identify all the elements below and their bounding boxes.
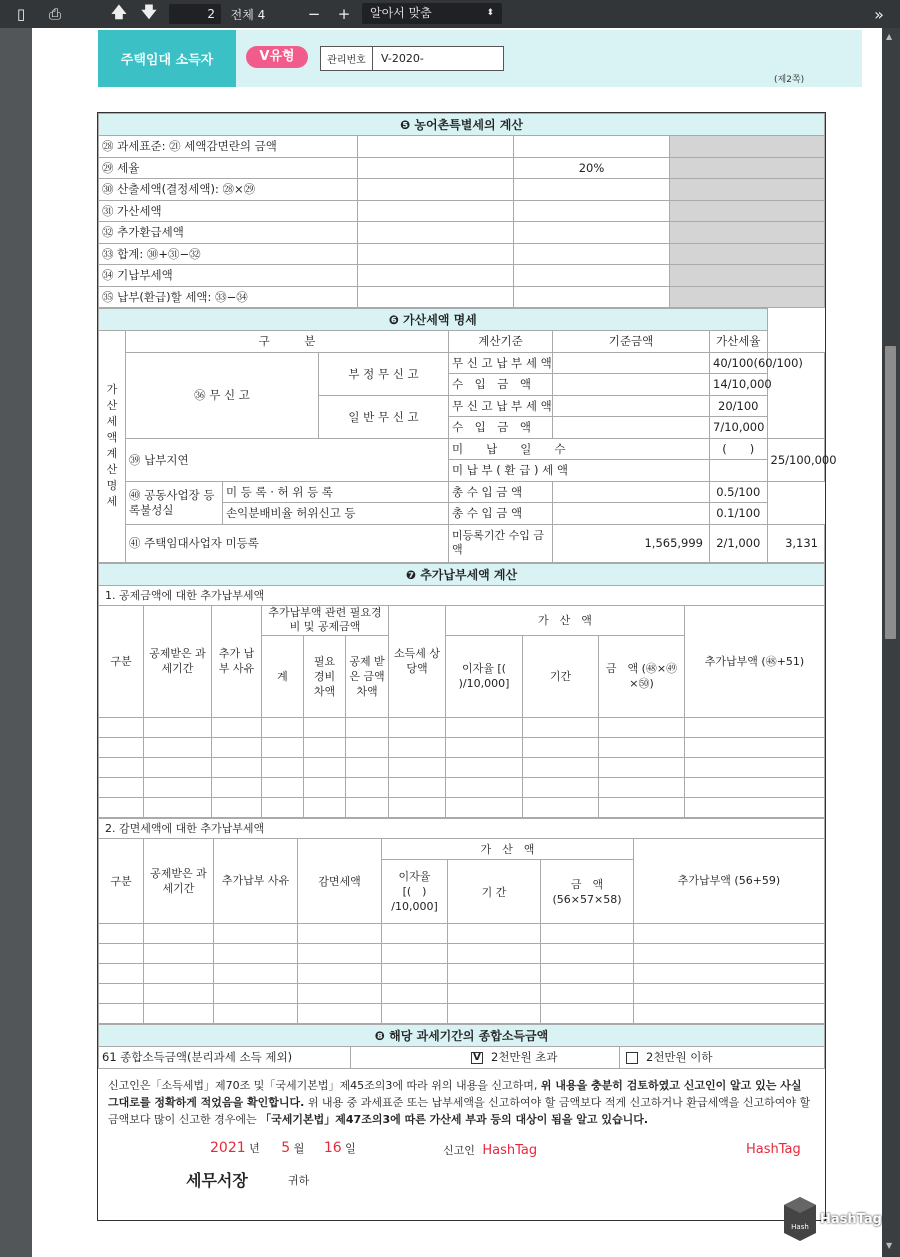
next-page-icon[interactable]: 🡇 (141, 2, 157, 21)
section-5-row (99, 286, 825, 308)
tax-office: 세무서장 (186, 1170, 248, 1190)
table-row (99, 924, 825, 944)
section-5-row-label: ㉘ 과세표준: ㉑ 세액감면란의 금액 (99, 136, 358, 158)
fraud-label: 부 정 무 신 고 (319, 352, 449, 395)
section-5-row-label: ㉞ 기납부세액 (99, 265, 358, 287)
table-row (99, 944, 825, 964)
form-type-pill: V유형 (246, 46, 308, 68)
section-5-row-rate (514, 179, 670, 201)
joint-reason-1: 미 등 록 · 허 위 등 록 (223, 481, 449, 503)
joint-basis-1: 총 수 입 금 액 (449, 481, 553, 503)
day-unit: 일 (345, 1141, 356, 1155)
t2-col-56: 감면세액 (298, 838, 382, 924)
scroll-up-icon[interactable]: ▲ (886, 32, 893, 41)
basis-income-2: 수 입 금 액 (449, 417, 553, 439)
watermark: HashTag (820, 1212, 882, 1227)
select-arrow-icon: ⬍ (486, 8, 494, 18)
section-5-row-label: ㉛ 가산세액 (99, 200, 358, 222)
under-20m-label: 2천만원 이하 (646, 1050, 713, 1065)
section-5-row (99, 222, 825, 244)
section-6-table (98, 308, 837, 563)
rate-3: 20/100 (710, 395, 768, 417)
table-row (99, 717, 825, 737)
t1-col-46: 필요 경비 차액 (304, 635, 346, 717)
late-payment-label: ㊴ 납부지연 (126, 438, 449, 481)
rate-4: 7/10,000 (710, 417, 768, 439)
section-5-row-rate (514, 222, 670, 244)
t2-col-59: 금 액 (56×57×58) (541, 860, 634, 924)
joint-label: ㊵ 공동사업장 등록불성실 (126, 481, 223, 524)
basis-income-1: 수 입 금 액 (449, 374, 553, 396)
section-5-row (99, 200, 825, 222)
more-tools-button[interactable]: » (874, 4, 884, 24)
basis-unpaid-2: 무 신 고 납 부 세 액 (449, 395, 553, 417)
col-basis: 계산기준 (449, 331, 553, 353)
section-8-table (98, 1024, 825, 1069)
rate-2: 14/10,000 (710, 374, 768, 396)
unregistered-base: 1,565,999 (553, 524, 710, 562)
section-5-row-label: ㉝ 합계: ㉚+㉛−㉜ (99, 243, 358, 265)
section-7-table-1 (98, 563, 825, 818)
print-icon[interactable]: ⎙ (48, 5, 61, 23)
t2-col-54: 공제받은 과세기간 (144, 838, 214, 924)
late-rate: 25/100,000 (767, 438, 825, 481)
zoom-out-button[interactable]: − (307, 5, 321, 23)
day-value: 16 (323, 1139, 342, 1156)
section-5-row-label: ㉙ 세율 (99, 157, 358, 179)
section-5-row-rate (514, 243, 670, 265)
unregistered-basis: 미등록기간 수입 금 액 (449, 524, 553, 562)
scrollbar[interactable] (882, 28, 900, 1257)
form-category: 주택임대 소득자 (98, 30, 236, 87)
svg-text:Hash: Hash (791, 1223, 809, 1231)
section-5-row-label: ㉚ 산출세액(결정세액): ㉘×㉙ (99, 179, 358, 201)
t2-col-60: 추가납부액 (56+59) (634, 838, 825, 924)
page-total: 전체 4 (230, 7, 266, 22)
month-value: 5 (281, 1139, 291, 1156)
t2-col-53: 구분 (99, 838, 144, 924)
basis-unpaid-1: 무 신 고 납 부 세 액 (449, 352, 553, 374)
section-5-title: ❺ 농어촌특별세의 계산 (99, 114, 825, 136)
late-days: 미 납 일 수 (449, 438, 710, 460)
unregistered-label: ㊶ 주택임대사업자 미등록 (126, 524, 449, 562)
section-7-sub-2: 2. 감면세액에 대한 추가납부세액 (99, 818, 825, 838)
table-row (99, 777, 825, 797)
section-5-row (99, 179, 825, 201)
income-label: 61 종합소득금액(분리과세 소득 제외) (99, 1047, 351, 1069)
late-paren: ( ) (710, 438, 768, 460)
t1-col-50: 기간 (523, 635, 599, 717)
section-7-table-2 (98, 818, 825, 1025)
honorific: 귀하 (288, 1173, 310, 1187)
year-unit: 년 (249, 1141, 260, 1155)
declaration (98, 1069, 825, 1136)
col-rate: 가산세율 (710, 331, 768, 353)
declaration-p1-bold: 위 내용을 충분히 검토하였고 신고인이 알고 있는 사실 그대로를 정확하게 적었음을 확인합니다. (108, 1078, 802, 1109)
signer-name: HashTag (482, 1142, 538, 1158)
section-8-title: ❽ 해당 과세기간의 종합소득금액 (99, 1025, 825, 1047)
section-5-row (99, 243, 825, 265)
prev-page-icon[interactable]: 🡅 (111, 2, 127, 21)
signature-area (98, 1136, 825, 1196)
pdf-toolbar (0, 0, 900, 28)
management-value: V-2020- (381, 52, 424, 65)
declaration-p2-bold: 「국세기본법」제47조의3에 따른 가산세 부과 등의 대상이 됨을 알고 있습니다. (260, 1112, 649, 1126)
t1-col-43: 공제받은 과세기간 (144, 605, 212, 717)
unregistered-rate: 2/1,000 (710, 524, 768, 562)
declaration-p1: 신고인은「소득세법」제70조 및「국세기본법」제45조의3에 따라 위의 내용을 신고하며, (108, 1078, 538, 1092)
section-5-row-label: ㉟ 납부(환급)할 세액: ㉝−㉞ (99, 286, 358, 308)
section-5-row (99, 265, 825, 287)
table-row (99, 797, 825, 817)
zoom-in-button[interactable]: + (337, 5, 351, 23)
table-row (99, 964, 825, 984)
section-7-title: ❼ 추가납부세액 계산 (99, 563, 825, 585)
declaration-p2: 위 내용 중 과세표준 또는 납부세액을 신고하여야 할 금액보다 적게 신고하거나 환급세액을 신고하여야 할 금액보다 많이 신고한 경우에는 (108, 1095, 811, 1126)
section-5-row-rate (514, 265, 670, 287)
form-body (97, 112, 837, 1221)
rate-1: 40/100(60/100) (710, 352, 768, 374)
section-5-row-rate (514, 136, 670, 158)
section-5-table (98, 113, 825, 308)
table-row (99, 1004, 825, 1024)
t2-col-57: 이자율 [( ) /10,000] (382, 860, 448, 924)
t1-col-52: 추가납부액 (㊽+51) (685, 605, 825, 717)
section-6-title: ❻ 가산세액 명세 (99, 309, 768, 331)
page-label: (제2쪽) (774, 75, 805, 85)
form-header (98, 30, 862, 87)
t1-col-48: 소득세 상당액 (389, 605, 446, 717)
col-division: 구 분 (126, 331, 449, 353)
unregistered-amount: 3,131 (767, 524, 825, 562)
joint-rate-1: 0.5/100 (710, 481, 768, 503)
section-5-row-rate: 20% (514, 157, 670, 179)
t1-col-45: 계 (262, 635, 304, 717)
month-unit: 월 (293, 1141, 305, 1155)
section-5-row (99, 157, 825, 179)
t1-col-47: 공제 받은 금액 차액 (346, 635, 389, 717)
t1-col-49: 이자율 [( )/10,000] (446, 635, 523, 717)
zoom-select[interactable] (362, 3, 502, 24)
general-label: 일 반 무 신 고 (319, 395, 449, 438)
table-row (99, 757, 825, 777)
t1-col-44: 추가 납부 사유 (212, 605, 262, 717)
joint-rate-2: 0.1/100 (710, 503, 768, 525)
signer-label: 신고인 (443, 1143, 475, 1157)
over-20m-label: 2천만원 초과 (491, 1050, 558, 1065)
section-7-sub-1: 1. 공제금액에 대한 추가납부세액 (99, 585, 825, 605)
page-number-input[interactable]: 2 (169, 4, 221, 24)
section-5-row-label: ㉜ 추가환급세액 (99, 222, 358, 244)
t2-col-58: 기 간 (448, 860, 541, 924)
management-number (320, 46, 504, 71)
sidebar-toggle-icon[interactable]: ▯ (16, 5, 26, 23)
no-report-label: ㊱ 무 신 고 (126, 352, 319, 438)
col-base-amount: 기준금액 (553, 331, 710, 353)
scrollbar-thumb[interactable] (885, 346, 896, 639)
t1-col-42: 구분 (99, 605, 144, 717)
section-6-side-label: 가산세액계산명세 (99, 331, 126, 563)
table-row (99, 737, 825, 757)
table-row (99, 984, 825, 1004)
management-label: 관리번호 (321, 47, 373, 70)
scroll-down-icon[interactable]: ▼ (886, 1241, 893, 1250)
signature: HashTag (746, 1141, 801, 1157)
t2-group: 가 산 액 (382, 838, 634, 860)
section-5-row-rate (514, 286, 670, 308)
section-5-row (99, 136, 825, 158)
joint-basis-2: 총 수 입 금 액 (449, 503, 553, 525)
year-value: 2021 (210, 1139, 246, 1156)
document-page (32, 28, 882, 1257)
zoom-select-value: 알아서 맞춤 (370, 6, 432, 20)
section-5-row-rate (514, 200, 670, 222)
over-20m-checkbox[interactable]: V (471, 1052, 483, 1064)
joint-reason-2: 손익분배비율 허위신고 등 (223, 503, 449, 525)
late-amount: 미 납 부 ( 환 급 ) 세 액 (449, 460, 710, 482)
t2-col-55: 추가납부 사유 (214, 838, 298, 924)
t1-col-51: 금 액 (㊽×㊾×㊿) (599, 635, 685, 717)
t1-group-2: 가 산 액 (446, 605, 685, 635)
t1-group: 추가납부액 관련 필요경비 및 공제금액 (262, 605, 389, 635)
under-20m-checkbox[interactable] (626, 1052, 638, 1064)
